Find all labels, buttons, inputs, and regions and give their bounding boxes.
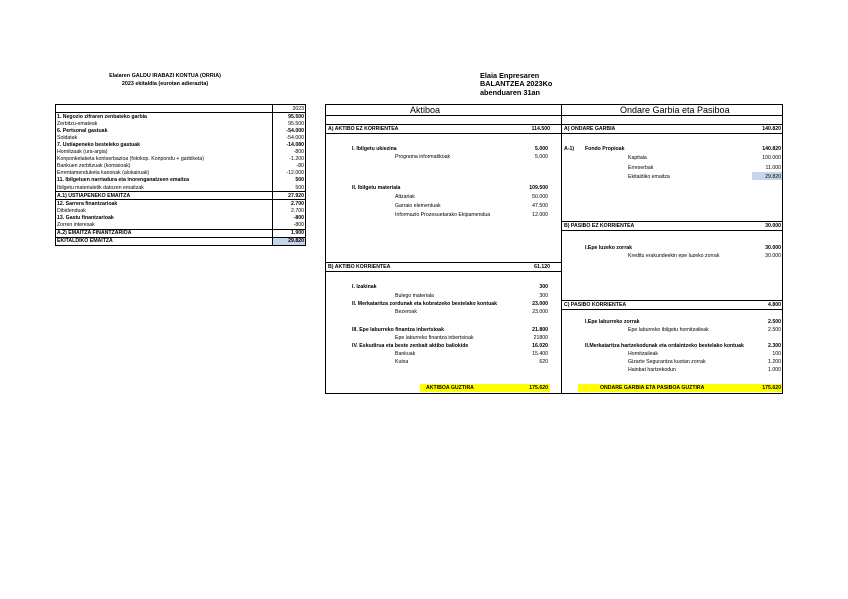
ibilgetu-materiala-label: II. Ibilgetu materiala xyxy=(352,185,401,191)
hornitzaileak-value: 100 xyxy=(772,351,781,357)
b-korrientea-label: B) AKTIBO KORRIENTEA xyxy=(328,264,391,270)
pl-row-label: A.1) USTIAPENEKO EMAITZA xyxy=(56,192,273,200)
pl-row xyxy=(56,177,306,184)
pl-row-label: Bankuen zerbitzuak (komisioak) xyxy=(56,163,273,170)
epe-laburreko-zorrak-value: 2.500 xyxy=(768,319,781,325)
pl-row-label: Ibilgetu materialetik datozen emaitzak xyxy=(56,184,273,192)
kutxa-label: Kutxa xyxy=(395,359,409,365)
pl-row-value: -12.000 xyxy=(273,170,306,177)
pl-row-label: Errentamenduketa kanonak (alokairuak) xyxy=(56,170,273,177)
pl-row-label: 6. Pertsonal gastuak xyxy=(56,127,273,134)
pl-row xyxy=(56,149,306,156)
pl-header-empty xyxy=(56,105,273,113)
bankuak-value: 15.400 xyxy=(532,351,548,357)
garraio-label: Garraio elementuak xyxy=(395,203,441,209)
pl-row-label: 13. Gastu finantzarioak xyxy=(56,214,273,221)
bankuak-label: Bankuak xyxy=(395,351,416,357)
b-korrientea-value: 61.120 xyxy=(534,264,550,270)
pl-header-row xyxy=(56,105,306,113)
pl-row xyxy=(56,184,306,192)
ondare-garbia-label: A) ONDARE GARBIA xyxy=(564,126,616,132)
pl-row-value: 95.500 xyxy=(273,113,306,121)
kreditu-label: Kreditu erakundeekin epe luzeko zorrak xyxy=(628,253,720,259)
aktiboa-guztira-value: 175.620 xyxy=(529,385,548,391)
pl-row-value: 1.900 xyxy=(273,229,306,237)
ibilgetu-hornitzaileak-label: Epe laburreko ibilgetu hornitzaileak xyxy=(628,327,709,333)
bezeroak-value: 23.000 xyxy=(532,309,548,315)
pl-row xyxy=(56,156,306,163)
epe-laburreko-sub-label: Epe laburreko finantza inbertsioak xyxy=(395,335,474,341)
pl-row xyxy=(56,229,306,237)
pl-row-label: Zorren interesak xyxy=(56,222,273,230)
pl-row-value: 500 xyxy=(273,177,306,184)
kutxa-value: 620 xyxy=(539,359,548,365)
kreditu-value: 30.000 xyxy=(765,253,781,259)
erreserbak-value: 11.000 xyxy=(765,165,781,171)
pl-row xyxy=(56,192,306,200)
gizarte-segurantza-value: 1.200 xyxy=(768,359,781,365)
fondo-prefix: A-1) xyxy=(564,146,575,152)
aktiboa-guztira-label: AKTIBOA GUZTIRA xyxy=(426,385,474,391)
pl-row-label: Konponketaketa kontserbazioa (fotokop. Konpondu + garbiketa) xyxy=(56,156,273,163)
pl-row-value: -54.000 xyxy=(273,127,306,134)
pasibo-ez-korrientea-label: B) PASIBO EZ KORRIENTEA xyxy=(564,223,635,229)
pl-row-value: -54.000 xyxy=(273,134,306,141)
pasibo-korrientea-value: 4.800 xyxy=(768,302,781,308)
pl-row-label: Dibidenduak xyxy=(56,207,273,214)
hornitzaileak-label: Hornitzaileak xyxy=(628,351,658,357)
bulego-label: Bulego materiala xyxy=(395,293,434,299)
bezeroak-label: Bezeroak xyxy=(395,309,417,315)
hainbat-hartzekodun-value: 1.000 xyxy=(768,367,781,373)
eskudirua-label: IV. Eskudirua eta beste zenbait aktibo baliokide xyxy=(352,343,469,349)
pl-table xyxy=(55,104,306,246)
a-ez-korrientea-label: A) AKTIBO EZ KORRIENTEA xyxy=(328,126,399,132)
bs-title-line-1: Elaia Enpresaren xyxy=(480,71,540,80)
aktiboa-header: Aktiboa xyxy=(410,105,441,115)
bs-title-line-2: BALANTZEA 2023Ko xyxy=(480,79,553,89)
pl-row-label: 7. Ustiapeneko besteleko gastuak xyxy=(56,141,273,148)
pl-row xyxy=(56,207,306,214)
pl-row-value: 2.700 xyxy=(273,200,306,208)
ibilgetu-hornitzaileak-value: 2.500 xyxy=(768,327,781,333)
pl-row-value: 27.920 xyxy=(273,192,306,200)
bulego-value: 300 xyxy=(539,293,548,299)
altzariak-value: 50.000 xyxy=(532,194,548,200)
ibilgetu-ukiezina-label: I. Ibilgetu ukiezina xyxy=(352,146,397,152)
pl-row xyxy=(56,120,306,127)
a-ez-korrientea-value: 114.500 xyxy=(531,126,550,132)
ibilgetu-ukiezina-value: 5.000 xyxy=(535,146,548,152)
epe-laburreko-zorrak-label: I.Epe laburreko zorrak xyxy=(585,319,640,325)
pl-row xyxy=(56,222,306,230)
pl-row xyxy=(56,237,306,245)
epe-laburreko-inbertsioak-value: 21.800 xyxy=(532,327,548,333)
pl-row-value: -800 xyxy=(273,222,306,230)
pl-row-value: 2.700 xyxy=(273,207,306,214)
pl-row xyxy=(56,113,306,121)
kapitala-value: 100.000 xyxy=(762,155,781,161)
garraio-value: 47.500 xyxy=(532,203,548,209)
pl-row xyxy=(56,200,306,208)
pl-title xyxy=(80,72,250,88)
pasiboa-guztira-label: ONDARE GARBIA ETA PASIBOA GUZTIRA xyxy=(600,385,705,391)
gizarte-segurantza-label: Gizarte Segurantza kuotan zorrak xyxy=(628,359,706,365)
pasibo-korrientea-label: C) PASIBO KORRIENTEA xyxy=(564,302,627,308)
bs-title-line-3: abenduaren 31an xyxy=(480,87,541,97)
hainbat-hartzekodun-label: Hainbat hartzekodun xyxy=(628,367,676,373)
izakinak-value: 300 xyxy=(539,284,548,290)
balance-sheet-divider xyxy=(561,104,562,394)
pasiboa-header: Ondare Garbia eta Pasiboa xyxy=(620,105,730,115)
pl-row-label: 1. Negozio zifraren zenbateko garbia xyxy=(56,113,273,121)
pl-row-label: EKITALDIKO EMAITZA xyxy=(56,237,273,245)
pl-row-label: 12. Sarrera finantzarioak xyxy=(56,200,273,208)
fondo-propioak-label: Fondo Propioak xyxy=(585,146,625,152)
kapitala-label: Kapitala xyxy=(628,155,647,161)
altzariak-label: Altzariak xyxy=(395,194,415,200)
pl-row-value: 500 xyxy=(273,184,306,192)
eskudirua-value: 16.020 xyxy=(532,343,548,349)
programa-label: Programa informatikoak xyxy=(395,154,451,160)
epe-laburreko-inbertsioak-label: III. Epe laburreko finantza inbertsioak xyxy=(352,327,444,333)
pl-year-header: 2023 xyxy=(273,105,306,113)
merkataritza-hartzekodunak-label: II.Merkataritza hartzekodunak eta ordaintzeko bestelako kontuak xyxy=(585,343,744,349)
pl-row-value: -14.080 xyxy=(273,141,306,148)
balance-sheet-head-line xyxy=(325,115,783,116)
pl-row-label: A.2) EMAITZA FINANTZARIOA xyxy=(56,229,273,237)
pl-row xyxy=(56,127,306,134)
pl-row xyxy=(56,163,306,170)
izakinak-label: I. Izakinak xyxy=(352,284,377,290)
pl-row-value: -80 xyxy=(273,163,306,170)
ondare-garbia-value: 140.820 xyxy=(762,126,781,132)
epe-laburreko-sub-value: 21800 xyxy=(533,335,548,341)
pl-title-line-2: 2023 ekitaldia (eurotan adierazita) xyxy=(121,81,209,87)
pl-row xyxy=(56,170,306,177)
informazio-value: 12.000 xyxy=(532,212,548,218)
pl-row xyxy=(56,134,306,141)
ibilgetu-materiala-value: 109.500 xyxy=(529,185,548,191)
programa-value: 5.000 xyxy=(535,154,548,160)
pl-row xyxy=(56,141,306,148)
pl-row-value: 95.500 xyxy=(273,120,306,127)
pl-row-value: 29.820 xyxy=(273,237,306,245)
pl-row-label: 11. Ibilgetuen narriadura eta inorenganatzeen emaitza xyxy=(56,177,273,184)
merkataritza-hartzekodunak-value: 2.300 xyxy=(768,343,781,349)
merkataritza-zordunak-value: 23.000 xyxy=(532,301,548,307)
bs-title xyxy=(480,72,552,97)
pl-row xyxy=(56,214,306,221)
pasibo-ez-korrientea-value: 30.000 xyxy=(765,223,781,229)
merkataritza-zordunak-label: II. Merkataritza zordunak eta kobratzeko bestelako kontuak xyxy=(352,301,498,307)
fondo-propioak-value: 140.820 xyxy=(762,146,781,152)
pasiboa-guztira-value: 175.620 xyxy=(762,385,781,391)
pl-row-value: -800 xyxy=(273,149,306,156)
pl-row-value: -1.200 xyxy=(273,156,306,163)
pl-row-label: Zerbitzu-emateak xyxy=(56,120,273,127)
pl-body xyxy=(56,113,306,246)
pl-row-label: Hornitzaak (ura-argia) xyxy=(56,149,273,156)
ekitaldiko-emaitza-label: Ekitaldiko emaitza xyxy=(628,174,670,180)
informazio-label: Informazio Prozesuetarako Ekipamendua xyxy=(395,212,491,218)
pl-title-line-1: Elaiaren GALDU IRABAZI KONTUA (ORRIA) xyxy=(109,73,221,79)
pl-row-value: -800 xyxy=(273,214,306,221)
pl-row-label: Soldatak xyxy=(56,134,273,141)
epe-luzeko-zorrak-value: 30.000 xyxy=(765,245,781,251)
ekitaldiko-emaitza-value: 29.820 xyxy=(765,174,781,180)
erreserbak-label: Erreserbak xyxy=(628,165,654,171)
epe-luzeko-zorrak-label: I.Epe luzeko zorrak xyxy=(585,245,632,251)
